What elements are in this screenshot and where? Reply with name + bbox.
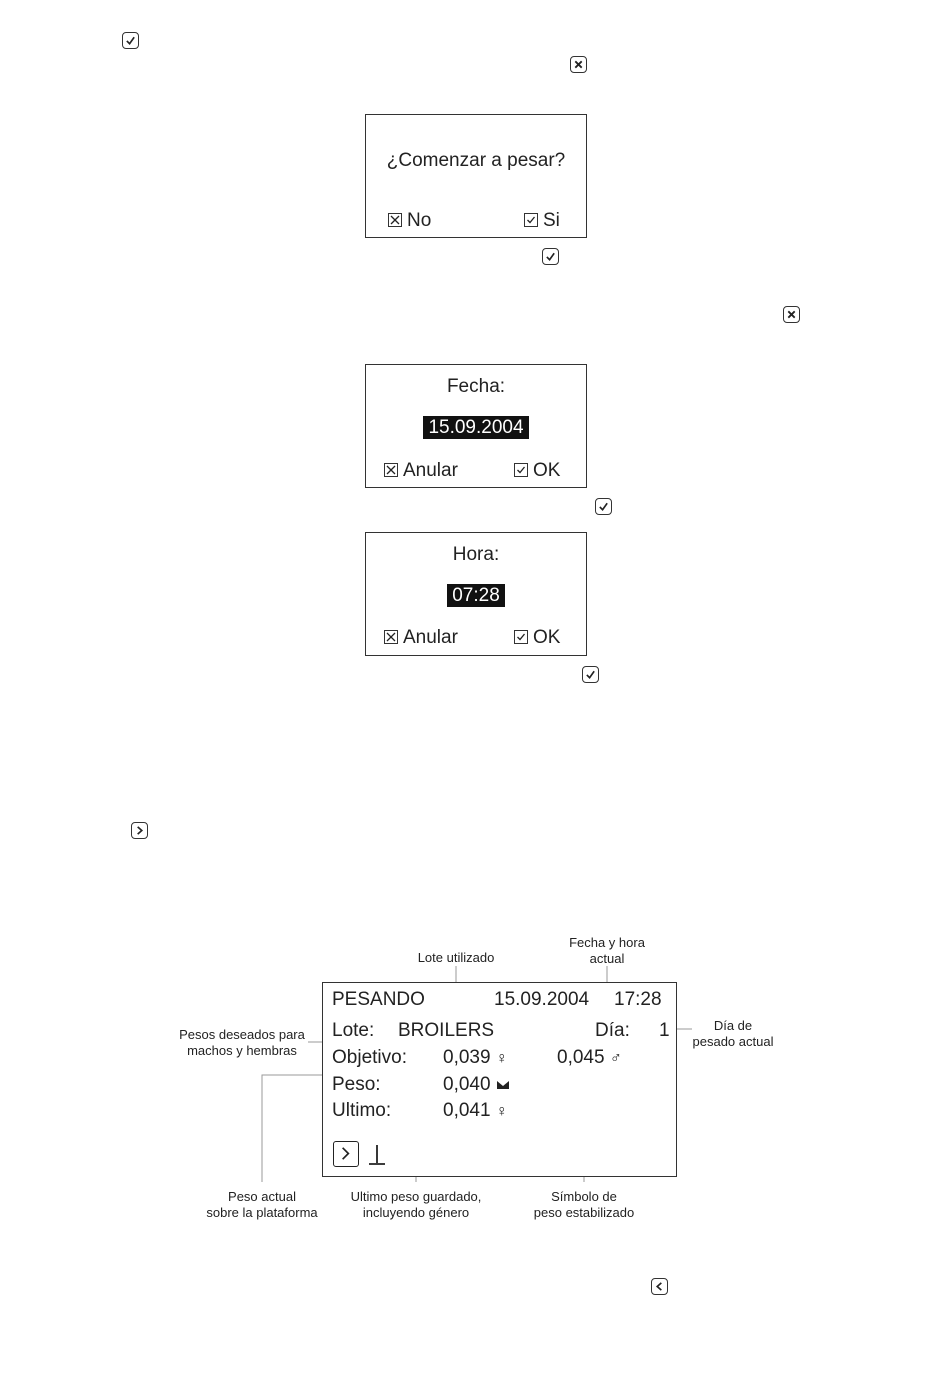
current-time: 17:28 (614, 989, 662, 1010)
cancel-option: Anular (384, 627, 458, 649)
yes-option: Si (524, 210, 560, 232)
lot-used-annotation: Lote utilizado (417, 950, 495, 965)
target-label: Objetivo: (332, 1047, 407, 1068)
target-weights-annotation: Pesos deseados para machos y hembras (179, 1027, 305, 1058)
current-day-annotation: Día de pesado actual (692, 1018, 774, 1049)
date-value: 15.09.2004 (423, 416, 528, 439)
time-title: Hora: (452, 544, 500, 565)
weight-label: Peso: (332, 1074, 381, 1095)
start-question: ¿Comenzar a pesar? (386, 150, 566, 171)
current-date: 15.09.2004 (494, 989, 590, 1010)
weight-value: 0,040 (443, 1074, 510, 1096)
no-option: No (388, 210, 431, 232)
lot-label: Lote: (332, 1020, 375, 1041)
target-male-value: 0,045 ♂ (557, 1047, 622, 1068)
last-value: 0,041 ♀ (443, 1100, 508, 1121)
target-female-value: 0,039 ♀ (443, 1047, 508, 1068)
day-value: 1 (659, 1020, 670, 1041)
last-weight-annotation: Ultimo peso guardado, incluyendo género (350, 1189, 482, 1220)
weighing-screen (322, 982, 677, 1177)
datetime-annotation: Fecha y hora actual (569, 935, 645, 966)
stable-symbol-annotation: Símbolo de peso estabilizado (533, 1189, 635, 1220)
lot-value: BROILERS (398, 1020, 495, 1041)
arrow-left-key-icon (651, 1278, 668, 1295)
stable-weight-icon (496, 1080, 510, 1090)
male-icon: ♂ (609, 1050, 622, 1067)
ok-option: OK (514, 627, 560, 649)
status-label: PESANDO (332, 989, 425, 1010)
female-icon: ♀ (495, 1103, 508, 1120)
female-icon: ♀ (495, 1050, 508, 1067)
last-label: Ultimo: (332, 1100, 392, 1121)
actual-weight-annotation: Peso actual sobre la plataforma (206, 1189, 318, 1220)
arrow-right-key-icon (333, 1141, 359, 1167)
ok-option: OK (514, 460, 560, 482)
time-value: 07:28 (447, 584, 505, 607)
base-symbol-icon (367, 1143, 387, 1167)
cancel-option: Anular (384, 460, 458, 482)
date-title: Fecha: (446, 376, 506, 397)
day-label: Día: (595, 1020, 630, 1041)
